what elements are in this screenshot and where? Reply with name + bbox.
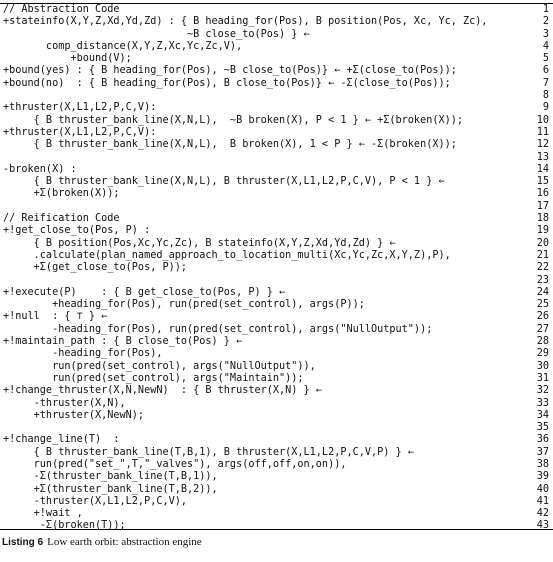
line-number: 42 [536, 508, 549, 520]
code-line [0, 398, 553, 410]
code-line [0, 213, 553, 225]
code-text: +bound(V); [3, 53, 132, 65]
line-number: 23 [536, 274, 549, 286]
code-line [0, 164, 553, 176]
code-text: ~B close_to(Pos) } ← [3, 28, 310, 40]
code-line [0, 90, 553, 102]
code-text: { B position(Pos,Xc,Yc,Zc), B stateinfo(X,Y,Z,Xd,Yd,Zd) } ← [3, 237, 396, 249]
code-line [0, 373, 553, 385]
code-text: run(pred(set_control), args("NullOutput")), [3, 360, 316, 372]
line-number: 28 [536, 336, 549, 348]
line-number: 16 [536, 188, 549, 200]
code-text: -heading_for(Pos), [3, 348, 163, 360]
code-line [0, 508, 553, 520]
code-line [0, 348, 553, 360]
code-text: +!execute(P) : { B get_close_to(Pos, P) } ← [3, 286, 286, 298]
caption-text: Low earth orbit: abstraction engine [47, 536, 202, 548]
code-line [0, 275, 553, 287]
code-line [0, 139, 553, 151]
line-number: 2 [542, 16, 549, 28]
code-line [0, 78, 553, 90]
line-number: 34 [536, 409, 549, 421]
code-text: +!maintain_path : { B close_to(Pos) } ← [3, 336, 243, 348]
code-text: -Σ(thruster_bank_line(T,B,1)), [3, 471, 218, 483]
line-number: 40 [536, 483, 549, 495]
line-number: 37 [536, 446, 549, 458]
line-number: 17 [536, 200, 549, 212]
line-number: 4 [542, 40, 549, 52]
code-text: run(pred(set_control), args("Maintain")); [3, 372, 304, 384]
code-text: +!get_close_to(Pos, P) : [3, 225, 151, 237]
code-line [0, 127, 553, 139]
code-text: +bound(yes) : { B heading_for(Pos), ~B close_to(Pos)} ← +Σ(close_to(Pos)); [3, 65, 457, 77]
code-line [0, 336, 553, 348]
code-text: { B thruster_bank_line(X,N,L), ~B broken(X), P < 1 } ← +Σ(broken(X)); [3, 114, 464, 126]
code-text: -thruster(X,N), [3, 397, 126, 409]
line-number: 43 [536, 520, 549, 532]
code-block [0, 4, 553, 533]
listing-caption [2, 536, 202, 548]
line-number: 30 [536, 360, 549, 372]
code-line [0, 422, 553, 434]
code-line [0, 262, 553, 274]
code-line [0, 250, 553, 262]
line-number: 19 [536, 225, 549, 237]
line-number: 24 [536, 286, 549, 298]
code-line [0, 115, 553, 127]
code-text: +Σ(get_close_to(Pos, P)); [3, 262, 188, 274]
code-line [0, 29, 553, 41]
code-line [0, 324, 553, 336]
bottom-rule [0, 529, 553, 530]
line-number: 31 [536, 372, 549, 384]
line-number: 18 [536, 213, 549, 225]
line-number: 9 [542, 102, 549, 114]
line-number: 10 [536, 114, 549, 126]
code-text: // Abstraction Code [3, 4, 120, 15]
line-number: 41 [536, 495, 549, 507]
code-line [0, 459, 553, 471]
code-text: -broken(X) : [3, 163, 77, 175]
code-line [0, 287, 553, 299]
code-line [0, 361, 553, 373]
line-number: 39 [536, 471, 549, 483]
code-text: +thruster(X,NewN); [3, 409, 145, 421]
code-text: +thruster(X,L1,L2,P,C,V): [3, 102, 157, 114]
code-text: { B thruster_bank_line(X,N,L), B thruster(X,L1,L2,P,C,V), P < 1 } ← [3, 176, 445, 188]
code-text: run(pred("set_",T,"_valves"), args(off,off,on,on)), [3, 458, 347, 470]
code-line [0, 496, 553, 508]
line-number: 5 [542, 53, 549, 65]
line-number: 15 [536, 176, 549, 188]
code-text: +heading_for(Pos), run(pred(set_control), args(P)); [3, 299, 365, 311]
code-line [0, 65, 553, 77]
code-line [0, 53, 553, 65]
code-text: +!null : { ⊤ } ← [3, 311, 108, 323]
code-line [0, 434, 553, 446]
code-line [0, 152, 553, 164]
line-number: 29 [536, 348, 549, 360]
code-text: +Σ(broken(X)); [3, 188, 120, 200]
line-number: 6 [542, 65, 549, 77]
line-number: 12 [536, 139, 549, 151]
line-number: 13 [536, 151, 549, 163]
code-text: .calculate(plan_named_approach_to_location_multi(Xc,Yc,Zc,X,Y,Z),P), [3, 249, 451, 261]
line-number: 20 [536, 237, 549, 249]
line-number: 35 [536, 422, 549, 434]
code-line [0, 102, 553, 114]
code-text: +thruster(X,L1,L2,P,C,V): [3, 126, 157, 138]
code-line [0, 16, 553, 28]
code-text: +Σ(thruster_bank_line(T,B,2)), [3, 483, 218, 495]
code-line [0, 41, 553, 53]
line-number: 36 [536, 434, 549, 446]
line-number: 25 [536, 299, 549, 311]
line-number: 38 [536, 458, 549, 470]
code-text: // Reification Code [3, 213, 120, 225]
line-number: 22 [536, 262, 549, 274]
code-line [0, 299, 553, 311]
line-number: 11 [536, 126, 549, 138]
code-text: { B thruster_bank_line(T,B,1), B thruster(X,L1,L2,P,C,V,P) } ← [3, 446, 414, 458]
line-number: 26 [536, 311, 549, 323]
line-number: 1 [542, 4, 549, 15]
code-line [0, 385, 553, 397]
code-line [0, 410, 553, 422]
code-text: +!change_line(T) : [3, 434, 120, 446]
code-line [0, 4, 553, 16]
code-line [0, 520, 553, 532]
line-number: 27 [536, 323, 549, 335]
code-line [0, 188, 553, 200]
code-text: +bound(no) : { B heading_for(Pos), B close_to(Pos)} ← -Σ(close_to(Pos)); [3, 77, 451, 89]
code-text: -heading_for(Pos), run(pred(set_control), args("NullOutput")); [3, 323, 433, 335]
code-line [0, 311, 553, 323]
code-text: comp_distance(X,Y,Z,Xc,Yc,Zc,V), [3, 40, 243, 52]
code-text: { B thruster_bank_line(X,N,L), B broken(X), 1 < P } ← -Σ(broken(X)); [3, 139, 457, 151]
code-text: +stateinfo(X,Y,Z,Xd,Yd,Zd) : { B heading_for(Pos), B position(Pos, Xc, Yc, Zc), [3, 16, 488, 28]
line-number: 8 [542, 90, 549, 102]
code-text: +!wait , [3, 508, 83, 520]
line-number: 3 [542, 28, 549, 40]
caption-label: Listing 6 [2, 537, 44, 548]
code-line [0, 201, 553, 213]
line-number: 33 [536, 397, 549, 409]
code-line [0, 225, 553, 237]
line-number: 21 [536, 249, 549, 261]
code-line [0, 238, 553, 250]
code-text: -thruster(X,L1,L2,P,C,V), [3, 495, 188, 507]
line-number: 14 [536, 163, 549, 175]
code-text: -Σ(broken(T)); [3, 520, 126, 532]
code-line [0, 471, 553, 483]
code-line [0, 447, 553, 459]
line-number: 7 [542, 77, 549, 89]
code-line [0, 484, 553, 496]
line-number: 32 [536, 385, 549, 397]
code-line [0, 176, 553, 188]
code-text: +!change_thruster(X,N,NewN) : { B thruster(X,N) } ← [3, 385, 322, 397]
